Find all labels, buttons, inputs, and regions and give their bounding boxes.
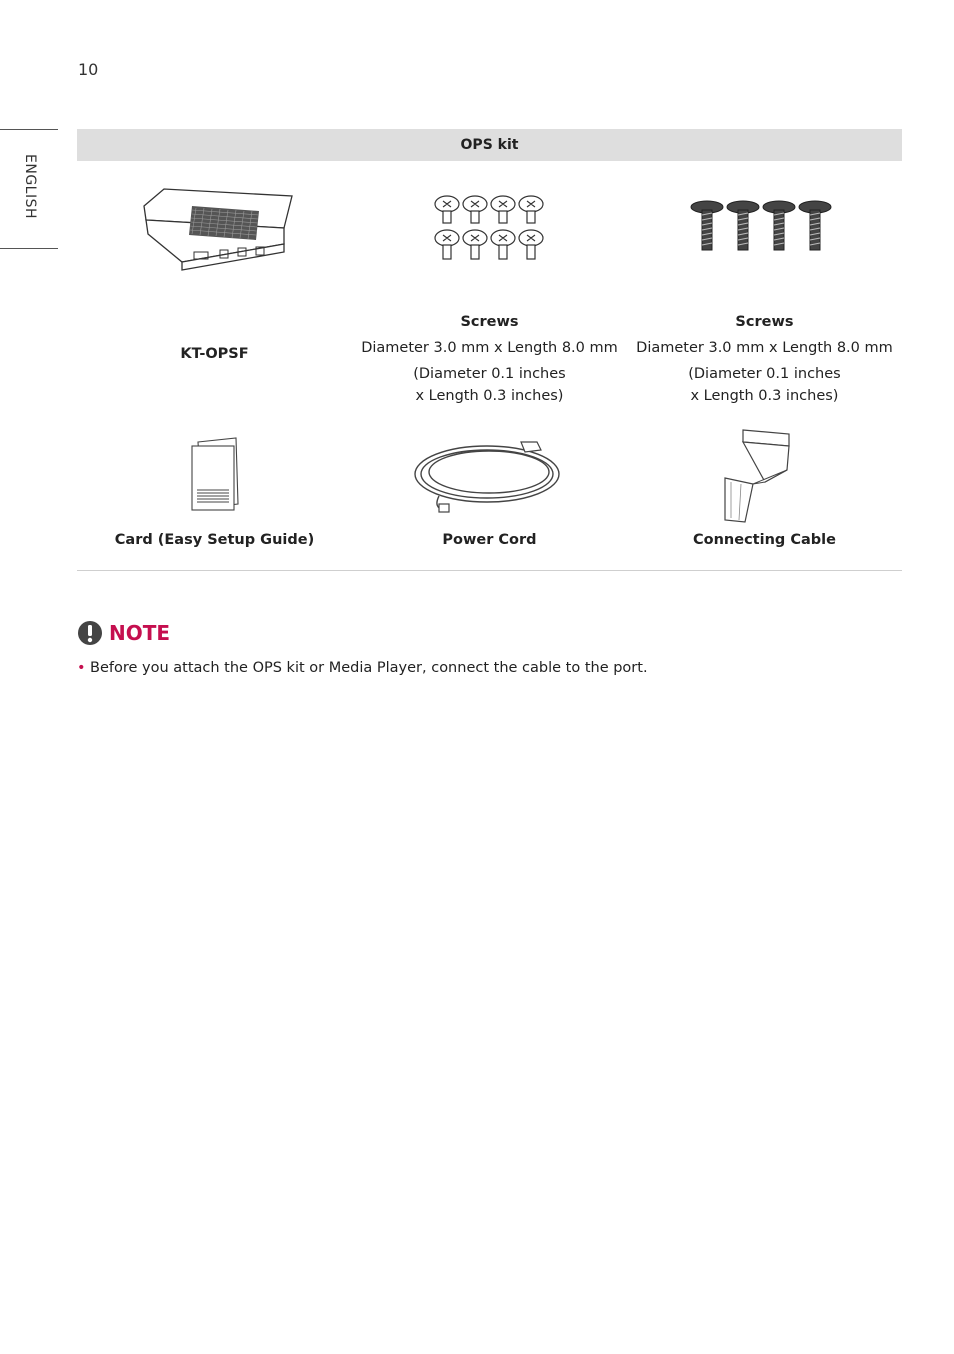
- card-guide-icon: [184, 436, 244, 516]
- note-title: NOTE: [109, 621, 171, 645]
- page-number: 10: [78, 60, 99, 79]
- item-kt-opsf: [77, 297, 352, 422]
- item-title: Screws: [460, 314, 519, 330]
- connecting-cable-image: [627, 422, 902, 530]
- language-label: ENGLISH: [22, 154, 38, 220]
- item-connecting-cable-title: Connecting Cable: [692, 532, 836, 548]
- item-spec: x Length 0.3 inches): [690, 388, 839, 404]
- item-spec: (Diameter 0.1 inches: [688, 366, 841, 382]
- note-section: [77, 620, 902, 676]
- item-title: KT-OPSF: [180, 345, 249, 362]
- label-row-2: [77, 530, 902, 570]
- item-card-title: Card (Easy Setup Guide): [114, 532, 315, 548]
- screws-a-image: [352, 161, 627, 297]
- language-tab: [0, 129, 58, 249]
- image-row-1: [77, 161, 902, 297]
- item-power-cord-title: Power Cord: [442, 532, 537, 548]
- item-spec: x Length 0.3 inches): [415, 388, 564, 404]
- image-row-2: [77, 422, 902, 530]
- label-row-1: [77, 297, 902, 422]
- note-header: [77, 620, 902, 646]
- item-spec: (Diameter 0.1 inches: [413, 366, 566, 382]
- ops-kit-box-icon: [134, 184, 294, 274]
- item-screws-a: [352, 297, 627, 422]
- note-item: [77, 660, 902, 676]
- exclamation-icon: [77, 620, 103, 646]
- ops-kit-header: OPS kit: [77, 129, 902, 161]
- power-cord-icon: [409, 436, 569, 516]
- ops-kit-table: [77, 129, 902, 571]
- item-title: Screws: [735, 314, 794, 330]
- item-screws-b: [627, 297, 902, 422]
- screws-b-image: [627, 161, 902, 297]
- bullet-icon: •: [77, 660, 86, 676]
- power-cord-image: [352, 422, 627, 530]
- item-spec: Diameter 3.0 mm x Length 8.0 mm: [636, 340, 893, 356]
- connecting-cable-icon: [719, 426, 809, 526]
- machine-screws-icon: [429, 194, 549, 264]
- card-image: [77, 422, 352, 530]
- flange-screws-icon: [689, 199, 839, 259]
- item-spec: Diameter 3.0 mm x Length 8.0 mm: [361, 340, 618, 356]
- note-text: Before you attach the OPS kit or Media Player, connect the cable to the port.: [90, 660, 648, 676]
- kt-opsf-image: [77, 161, 352, 297]
